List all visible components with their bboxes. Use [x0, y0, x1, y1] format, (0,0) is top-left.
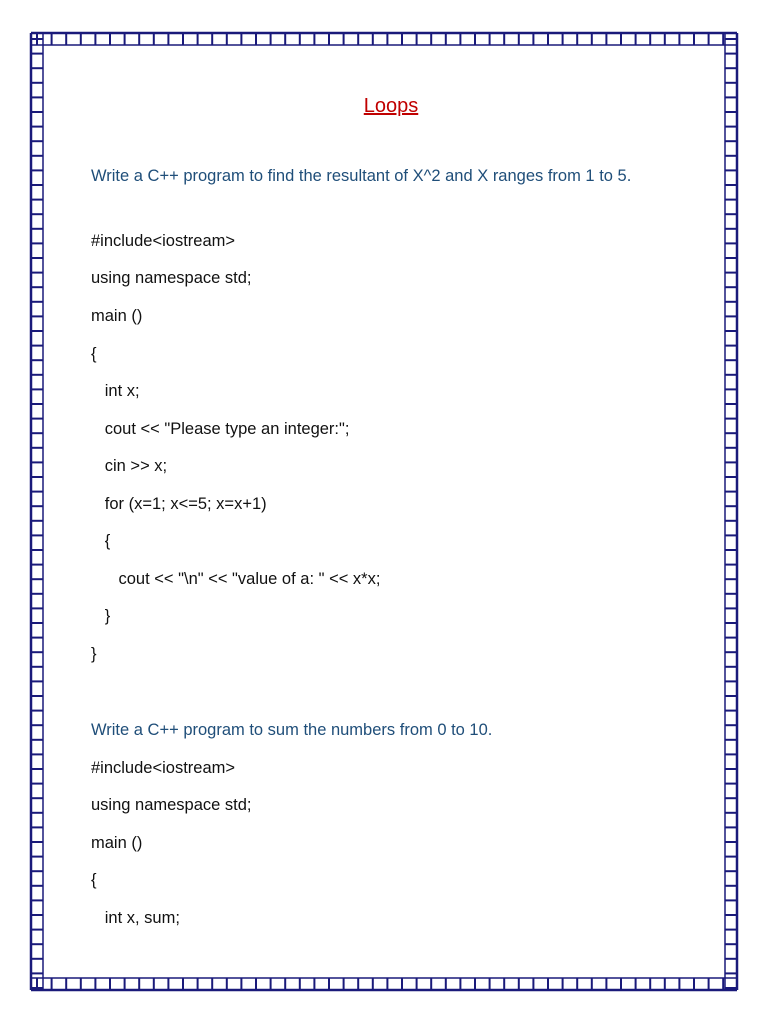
code-line: int x, sum; — [91, 909, 180, 927]
code-line: main () — [91, 834, 143, 852]
code-line: using namespace std; — [91, 796, 252, 814]
code-line: cin >> x; — [91, 457, 168, 475]
page-title: Loops — [363, 95, 419, 117]
question-1: Write a C++ program to find the resultant of X^2 and X ranges from 1 to 5. — [91, 167, 632, 185]
code-line: int x; — [91, 382, 140, 400]
code-line: { — [91, 871, 97, 889]
code-line: for (x=1; x<=5; x=x+1) — [91, 495, 267, 513]
code-line: cout << "Please type an integer:"; — [91, 420, 350, 438]
code-line: { — [91, 532, 111, 550]
code-line: main () — [91, 307, 143, 325]
question-2: Write a C++ program to sum the numbers from 0 to 10. — [91, 721, 493, 739]
code-line: #include<iostream> — [91, 759, 236, 777]
code-line: } — [91, 645, 97, 663]
code-line: using namespace std; — [91, 269, 252, 287]
code-line: } — [91, 607, 111, 625]
code-line: #include<iostream> — [91, 232, 236, 250]
code-line: { — [91, 345, 97, 363]
code-line: cout << "\n" << "value of a: " << x*x; — [91, 570, 381, 588]
